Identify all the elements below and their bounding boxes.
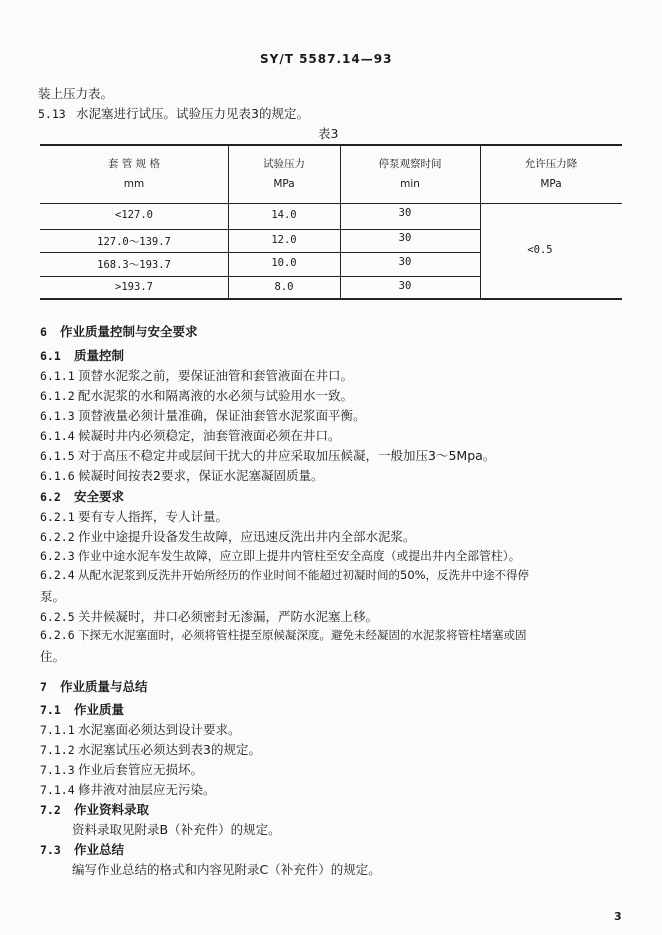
clause-number: 7.1.1: [40, 723, 75, 737]
clause-text: 从配水泥浆到反洗井开始所经历的作业时间不能超过初凝时间的50%，反洗井中途不得停: [78, 568, 530, 582]
clause-number: 6.1.4: [40, 429, 75, 443]
clause-text: 对于高压不稳定井或层间干扰大的井应采取加压候凝，一般加压3～5Mpa。: [78, 448, 496, 463]
subsection-title: 质量控制: [74, 348, 125, 363]
clause-number: 6.2.5: [40, 610, 75, 624]
cell-pressure: 8.0: [274, 281, 294, 293]
clause-number: 7.1.3: [40, 763, 75, 777]
subsection-title: 安全要求: [74, 489, 125, 504]
table-header-rule: [40, 203, 622, 204]
clause-6-1-2: [40, 386, 353, 404]
section-7-heading: [40, 677, 148, 695]
subsection-6-2-heading: [40, 487, 124, 505]
subsection-7-2-text: 资料录取见附录B（补充件）的规定。: [72, 822, 281, 837]
section-6-heading: [40, 322, 198, 340]
cell-pressure: 10.0: [271, 257, 297, 269]
subsection-title: 作业总结: [74, 842, 125, 857]
clause-text: 候凝时井内必须稳定，油套管液面必须在井口。: [78, 428, 341, 443]
subsection-number: 7.2: [40, 803, 61, 817]
clause-text: 顶替水泥浆之前，要保证油管和套管液面在井口。: [78, 368, 354, 383]
cell-spec: <127.0: [115, 209, 153, 221]
subsection-number: 6.1: [40, 349, 61, 363]
clause-5-13: [38, 104, 309, 122]
clause-text: 候凝时间按表2要求，保证水泥塞凝固质量。: [78, 468, 324, 483]
continued-text: 装上压力表。: [38, 86, 114, 101]
cell-spec: 168.3～193.7: [97, 259, 171, 271]
clause-text: 作业中途水泥车发生故障，应立即上提井内管柱至安全高度（或提出井内全部管柱）。: [78, 549, 521, 563]
clause-6-1-1: [40, 366, 353, 384]
cell-drop: <0.5: [527, 244, 553, 256]
clause-6-1-5: [40, 446, 495, 464]
cell-time: 30: [398, 256, 412, 268]
subsection-number: 7.3: [40, 843, 61, 857]
header-spec: 套 管 规 格: [107, 158, 160, 170]
subsection-number: 7.1: [40, 703, 61, 717]
header-pressure-unit: MPa: [273, 178, 295, 190]
clause-number: 6.2.2: [40, 530, 75, 544]
clause-6-2-4-continued: 泵。: [40, 589, 66, 604]
clause-text: 作业后套管应无损坏。: [78, 762, 204, 777]
clause-number: 6.1.1: [40, 369, 75, 383]
table-row-rule: [40, 276, 480, 277]
clause-7-1-4: [40, 780, 216, 798]
cell-pressure: 14.0: [271, 209, 297, 221]
subsection-title: 作业资料录取: [74, 802, 150, 817]
header-drop-unit: MPa: [540, 178, 562, 190]
section-number: 6: [40, 325, 47, 339]
clause-number: 6.1.3: [40, 409, 75, 423]
section-number: 7: [40, 680, 47, 694]
cell-time: 30: [398, 232, 412, 244]
clause-number: 6.1.5: [40, 449, 75, 463]
table-row-rule: [40, 229, 480, 230]
cell-time: 30: [398, 280, 412, 292]
clause-number: 7.1.2: [40, 743, 75, 757]
clause-text: 要有专人指挥，专人计量。: [78, 509, 229, 524]
subsection-7-3-heading: [40, 840, 124, 858]
clause-7-1-2: [40, 740, 261, 758]
clause-number: 7.1.4: [40, 783, 75, 797]
document-code: SY/T 5587.14—93: [260, 52, 393, 66]
subsection-6-1-heading: [40, 346, 124, 364]
table-top-rule: [40, 144, 622, 146]
clause-6-1-6: [40, 466, 323, 484]
clause-6-1-4: [40, 426, 341, 444]
clause-text: 下探无水泥塞面时，必须将管柱提至原候凝深度。避免未经凝固的水泥浆将管柱堵塞或固: [78, 628, 527, 642]
page-number: 3: [614, 910, 622, 923]
clause-6-1-3: [40, 406, 366, 424]
clause-number: 6.2.6: [40, 628, 75, 642]
cell-spec: >193.7: [115, 281, 153, 293]
clause-number: 6.2.1: [40, 510, 75, 524]
clause-number: 6.1.2: [40, 389, 75, 403]
section-title: 作业质量与总结: [60, 679, 148, 694]
clause-text: 水泥塞试压必须达到表3的规定。: [78, 742, 261, 757]
clause-6-2-3: [40, 547, 520, 564]
clause-6-2-6-continued: 住。: [40, 649, 66, 664]
clause-6-2-5: [40, 607, 378, 625]
clause-text: 关井候凝时，井口必须密封无渗漏，严防水泥塞上移。: [78, 609, 379, 624]
cell-pressure: 12.0: [271, 234, 297, 246]
clause-text: 作业中途提升设备发生故障，应迅速反洗出井内全部水泥浆。: [78, 529, 416, 544]
clause-text: 修井液对油层应无污染。: [78, 782, 216, 797]
clause-6-2-6: [40, 627, 527, 643]
clause-text: 水泥塞进行试压。试验压力见表3的规定。: [76, 106, 309, 121]
clause-6-2-2: [40, 527, 416, 545]
clause-text: 顶替液量必须计量准确，保证油套管水泥浆面平衡。: [78, 408, 366, 423]
subsection-number: 6.2: [40, 490, 61, 504]
clause-number: 6.2.4: [40, 568, 75, 582]
cell-time: 30: [398, 207, 412, 219]
table-row-rule: [40, 252, 480, 253]
section-title: 作业质量控制与安全要求: [60, 324, 198, 339]
clause-text: 水泥塞面必须达到设计要求。: [78, 722, 241, 737]
header-drop: 允许压力降: [524, 158, 578, 170]
subsection-7-2-heading: [40, 800, 149, 818]
header-time-unit: min: [400, 178, 420, 190]
clause-6-2-1: [40, 507, 228, 525]
clause-number: 5.13: [38, 107, 66, 121]
clause-text: 配水泥浆的水和隔离液的水必须与试验用水一致。: [78, 388, 354, 403]
header-pressure: 试验压力: [263, 158, 305, 170]
clause-number: 6.1.6: [40, 469, 75, 483]
header-time: 停泵观察时间: [378, 158, 442, 170]
subsection-7-1-heading: [40, 700, 124, 718]
header-spec-unit: mm: [123, 178, 145, 190]
table-caption: 表3: [318, 126, 339, 141]
subsection-title: 作业质量: [74, 702, 125, 717]
cell-spec: 127.0～139.7: [97, 236, 171, 248]
clause-6-2-4: [40, 567, 529, 583]
table-bottom-rule: [40, 298, 622, 300]
clause-7-1-1: [40, 720, 241, 738]
clause-7-1-3: [40, 760, 203, 778]
clause-number: 6.2.3: [40, 549, 75, 563]
subsection-7-3-text: 编写作业总结的格式和内容见附录C（补充件）的规定。: [72, 862, 381, 877]
